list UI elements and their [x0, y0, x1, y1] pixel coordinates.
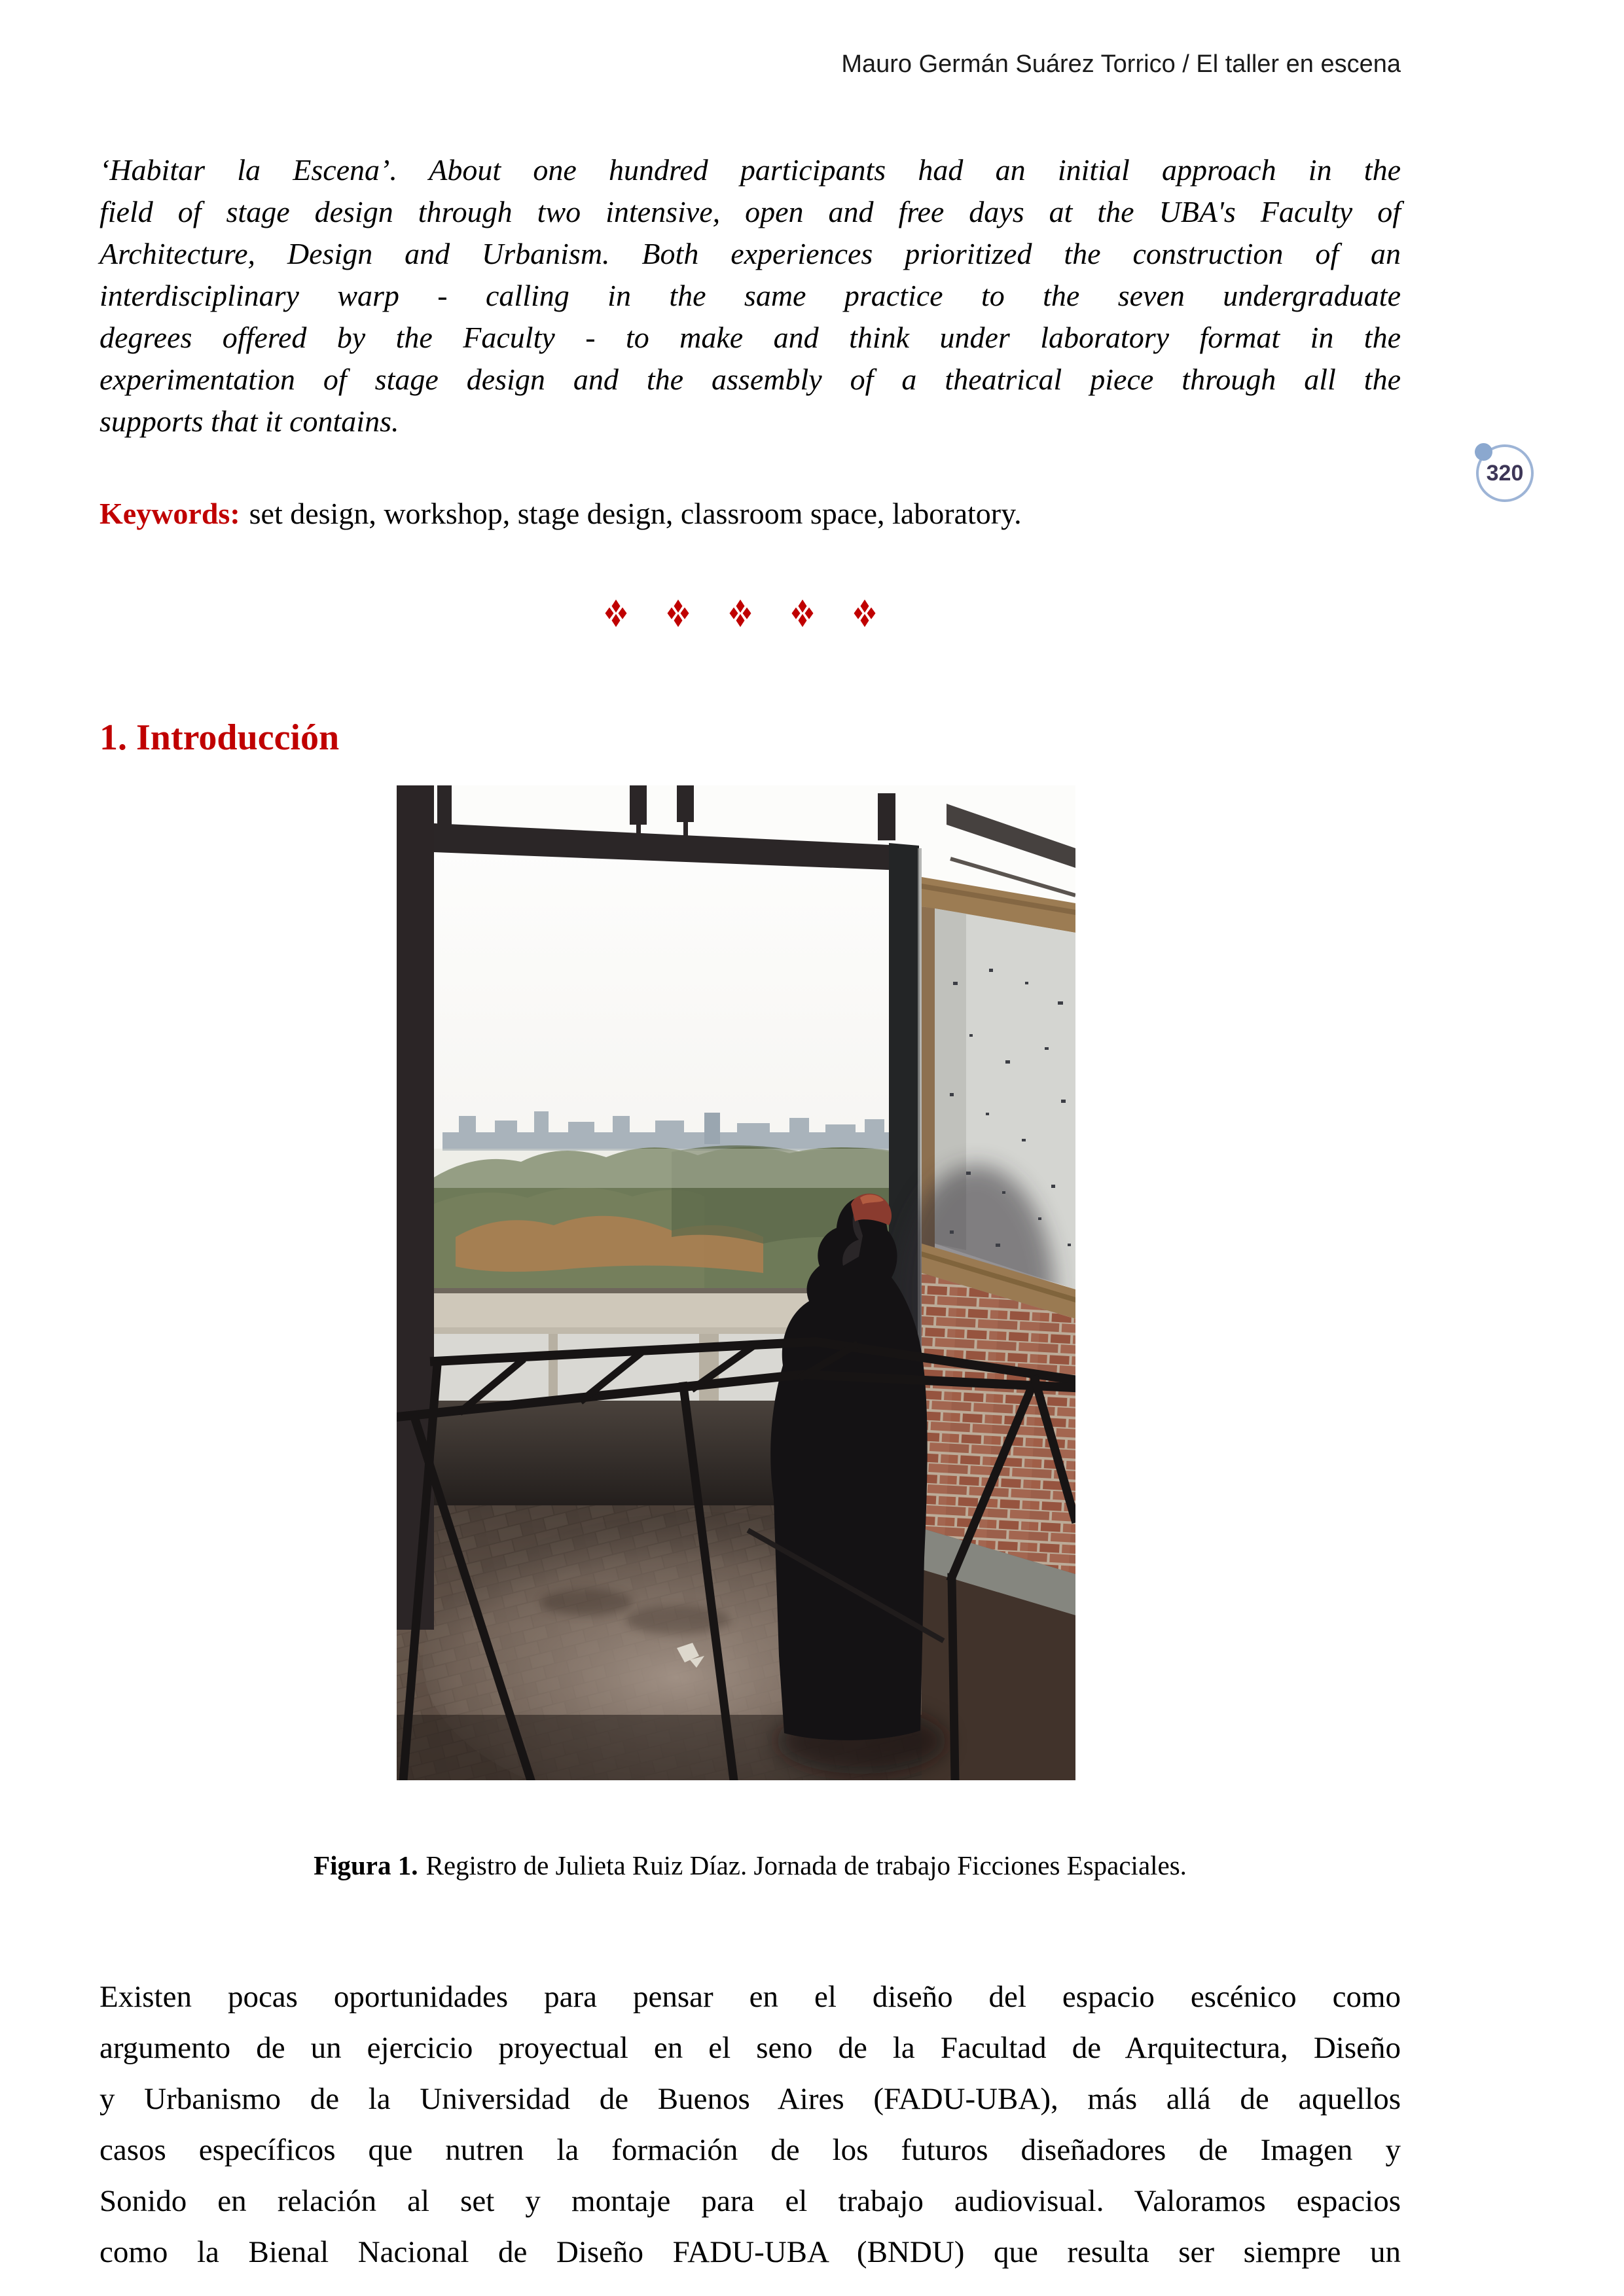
keywords-label: Keywords: [99, 497, 240, 530]
body-line: y Urbanismo de la Universidad de Buenos Aires (FADU-UBA), más allá de aquellos [99, 2082, 1401, 2116]
abstract-line: interdisciplinary warp - calling in the same practice to the seven undergraduate [99, 279, 1401, 312]
diamond-cluster-icon [664, 599, 693, 628]
separator-ornament [602, 599, 879, 628]
keywords-text: set design, workshop, stage design, classroom space, laboratory. [249, 497, 1022, 530]
page-number: 320 [1486, 460, 1524, 486]
diamond-cluster-icon [602, 599, 630, 628]
photo-illustration [397, 785, 1075, 1780]
abstract-paragraph [99, 149, 1401, 442]
section-heading: 1. Introducción [99, 717, 340, 758]
figure-caption [99, 1848, 1401, 1882]
body-paragraph [99, 1971, 1401, 2278]
abstract-line: ‘Habitar la Escena’. About one hundred participants had an initial approach in the [99, 153, 1401, 187]
page-number-badge [1476, 444, 1534, 502]
body-line: casos específicos que nutren la formación de los futuros diseñadores de Imagen y [99, 2133, 1401, 2167]
running-header: Mauro Germán Suárez Torrico / El taller en escena [841, 50, 1401, 78]
abstract-line: degrees offered by the Faculty - to make and think under laboratory format in the [99, 321, 1401, 354]
abstract-line: experimentation of stage design and the assembly of a theatrical piece through all the [99, 363, 1401, 396]
diamond-cluster-icon [788, 599, 817, 628]
caption-text: Registro de Julieta Ruiz Díaz. Jornada de trabajo Ficciones Espaciales. [425, 1850, 1187, 1880]
badge-dot-icon [1475, 443, 1492, 461]
abstract-line: supports that it contains. [99, 404, 399, 438]
body-line: Existen pocas oportunidades para pensar en el diseño del espacio escénico como [99, 1980, 1401, 2014]
diamond-cluster-icon [850, 599, 879, 628]
figure-photo [397, 785, 1075, 1780]
right-wall [897, 804, 1075, 1780]
abstract-line: field of stage design through two intensive, open and free days at the UBA's Faculty of [99, 195, 1401, 228]
keywords-row [99, 495, 1401, 532]
body-line: como la Bienal Nacional de Diseño FADU-UBA (BNDU) que resulta ser siempre un [99, 2235, 1401, 2269]
body-line: Sonido en relación al set y montaje para el trabajo audiovisual. Valoramos espacios [99, 2184, 1401, 2218]
abstract-line: Architecture, Design and Urbanism. Both experiences prioritized the construction of an [99, 237, 1401, 270]
body-line: argumento de un ejercicio proyectual en el seno de la Facultad de Arquitectura, Diseño [99, 2031, 1401, 2065]
caption-label: Figura 1. [314, 1850, 418, 1880]
diamond-cluster-icon [726, 599, 755, 628]
